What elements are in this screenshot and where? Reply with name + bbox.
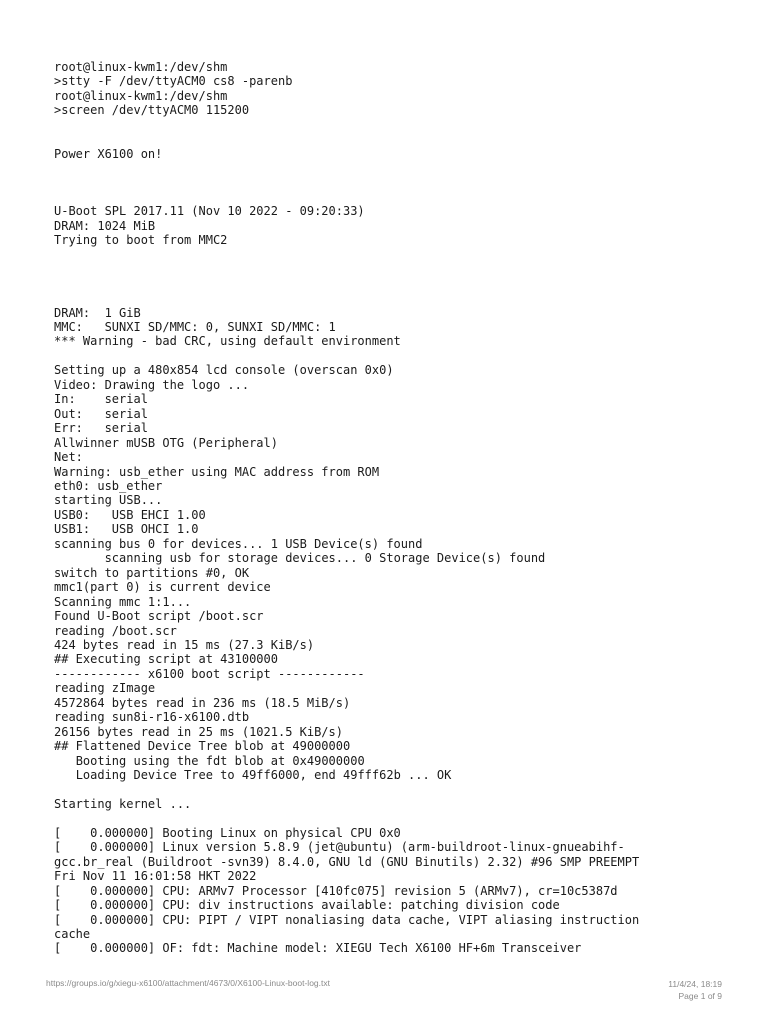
log-line: root@linux-kwm1:/dev/shm bbox=[54, 60, 228, 74]
log-line: [ 0.000000] OF: fdt: Machine model: XIEGU Tech X6100 HF+6m Transceiver bbox=[54, 941, 582, 956]
log-line: Scanning mmc 1:1... bbox=[54, 594, 192, 609]
log-line: U-Boot SPL 2017.11 (Nov 10 2022 - 09:20:33) bbox=[54, 204, 365, 219]
log-line: Fri Nov 11 16:01:58 HKT 2022 bbox=[54, 869, 257, 884]
log-line: switch to partitions #0, OK bbox=[54, 565, 250, 580]
log-line bbox=[54, 291, 734, 305]
log-line: DRAM: 1024 MiB bbox=[54, 218, 156, 233]
log-line: USB1: USB OHCI 1.0 bbox=[54, 522, 199, 537]
log-line: mmc1(part 0) is current device bbox=[54, 580, 271, 595]
log-line bbox=[54, 811, 734, 825]
log-line bbox=[54, 161, 734, 175]
log-line: cache bbox=[54, 927, 91, 941]
log-line bbox=[54, 349, 734, 363]
log-line: 4572864 bytes read in 236 ms (18.5 MiB/s) bbox=[54, 695, 351, 710]
log-line bbox=[54, 176, 734, 190]
log-line: >stty -F /dev/ttyACM0 cs8 -parenb bbox=[54, 74, 293, 89]
log-line: [ 0.000000] CPU: div instructions available: patching division code bbox=[54, 898, 560, 913]
boot-log-text bbox=[54, 60, 734, 956]
log-line: Trying to boot from MMC2 bbox=[54, 233, 228, 248]
log-line: Net: bbox=[54, 450, 83, 465]
log-line bbox=[54, 190, 734, 204]
log-line: Loading Device Tree to 49ff6000, end 49fff62b ... OK bbox=[54, 768, 452, 783]
log-line: Booting using the fdt blob at 0x49000000 bbox=[54, 753, 365, 768]
log-line: DRAM: 1 GiB bbox=[54, 305, 141, 320]
log-line bbox=[54, 783, 734, 797]
log-line: 424 bytes read in 15 ms (27.3 KiB/s) bbox=[54, 637, 315, 652]
log-line: Err: serial bbox=[54, 421, 148, 436]
log-line: [ 0.000000] CPU: ARMv7 Processor [410fc075] revision 5 (ARMv7), cr=10c5387d bbox=[54, 883, 618, 898]
log-line bbox=[54, 277, 734, 291]
log-line bbox=[54, 132, 734, 146]
log-line: Setting up a 480x854 lcd console (overscan 0x0) bbox=[54, 363, 394, 378]
log-line: ## Flattened Device Tree blob at 49000000 bbox=[54, 739, 351, 754]
log-line: root@linux-kwm1:/dev/shm bbox=[54, 88, 228, 103]
footer-url: https://groups.io/g/xiegu-x6100/attachment/4673/0/X6100-Linux-boot-log.txt bbox=[46, 978, 330, 988]
log-line: [ 0.000000] Booting Linux on physical CPU 0x0 bbox=[54, 825, 401, 840]
log-line: Found U-Boot script /boot.scr bbox=[54, 609, 264, 624]
log-line: reading /boot.scr bbox=[54, 623, 177, 638]
log-line bbox=[54, 118, 734, 132]
log-line: Video: Drawing the logo ... bbox=[54, 377, 250, 392]
log-line: [ 0.000000] CPU: PIPT / VIPT nonaliasing data cache, VIPT aliasing instruction bbox=[54, 912, 640, 927]
log-line: eth0: usb_ether bbox=[54, 478, 163, 493]
log-line: Starting kernel ... bbox=[54, 796, 192, 811]
print-datetime: 11/4/24, 18:19 bbox=[668, 979, 722, 989]
page-number: Page 1 of 9 bbox=[678, 991, 722, 1001]
log-line: Power X6100 on! bbox=[54, 146, 163, 161]
log-line: reading sun8i-r16-x6100.dtb bbox=[54, 710, 250, 725]
log-line: scanning bus 0 for devices... 1 USB Device(s) found bbox=[54, 536, 423, 551]
log-line bbox=[54, 248, 734, 262]
footer-meta bbox=[668, 978, 722, 1002]
log-line: Warning: usb_ether using MAC address from ROM bbox=[54, 464, 380, 479]
log-line: scanning usb for storage devices... 0 Storage Device(s) found bbox=[54, 551, 546, 566]
log-line: gcc.br_real (Buildroot -svn39) 8.4.0, GNU ld (GNU Binutils) 2.32) #96 SMP PREEMPT bbox=[54, 854, 640, 869]
log-line: [ 0.000000] Linux version 5.8.9 (jet@ubuntu) (arm-buildroot-linux-gnueabihf- bbox=[54, 840, 625, 855]
log-line: reading zImage bbox=[54, 681, 156, 696]
log-line: starting USB... bbox=[54, 493, 163, 508]
log-line bbox=[54, 262, 734, 276]
log-line: MMC: SUNXI SD/MMC: 0, SUNXI SD/MMC: 1 bbox=[54, 320, 336, 335]
log-line: Allwinner mUSB OTG (Peripheral) bbox=[54, 435, 278, 450]
log-line: Out: serial bbox=[54, 406, 148, 421]
log-line: *** Warning - bad CRC, using default environment bbox=[54, 334, 401, 349]
log-line: ------------ x6100 boot script ------------ bbox=[54, 666, 365, 681]
log-line: >screen /dev/ttyACM0 115200 bbox=[54, 103, 250, 118]
log-line: USB0: USB EHCI 1.00 bbox=[54, 507, 206, 522]
log-line: ## Executing script at 43100000 bbox=[54, 652, 278, 667]
log-line: 26156 bytes read in 25 ms (1021.5 KiB/s) bbox=[54, 724, 343, 739]
log-line: In: serial bbox=[54, 392, 148, 407]
